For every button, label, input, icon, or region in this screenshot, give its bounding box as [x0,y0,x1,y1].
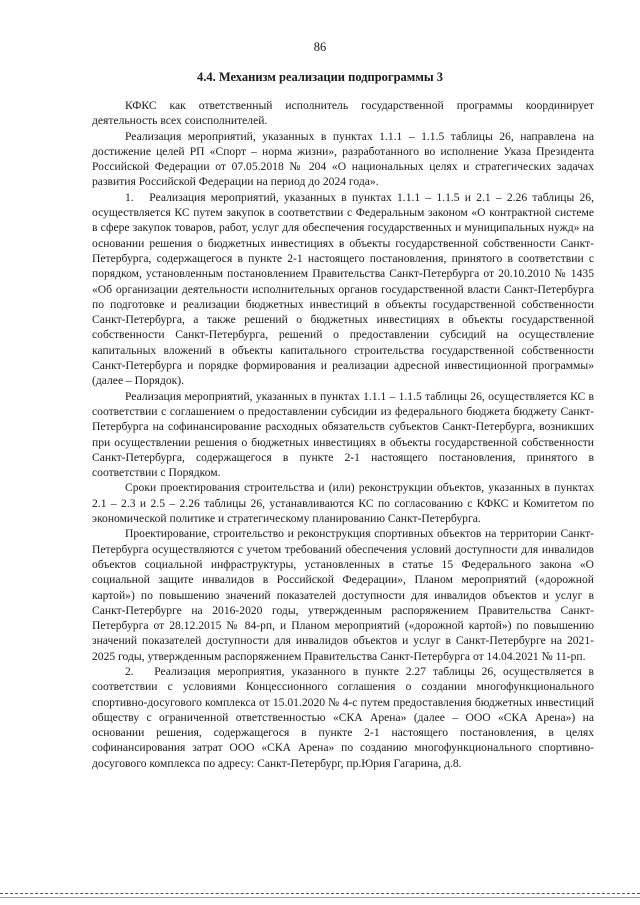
paragraph-design-deadlines: Сроки проектирования строительства и (или) реконструкции объектов, указанных в пунктах 2.1 – 2.3 и 2.5 – 2.26 таблицы 26, устанавливаются КС по согласованию с КФКС и Комитетом по экономической политике и стратегическому планированию Санкт-Петербурга. [92,481,594,526]
document-body [92,98,594,771]
paragraph-national-goals: Реализация мероприятий, указанных в пунктах 1.1.1 – 1.1.5 таблицы 26, направлена на достижение целей РП «Спорт – норма жизни», разработанного во исполнение Указа Президента Российской Федерации от 07.05.2018 № 204 «О национальных целях и стратегических задачах развития Российской Федерации на период до 2024 года». [92,129,594,189]
paragraph-accessibility: Проектирование, строительство и реконструкция спортивных объектов на территории Санкт-Петербурга осуществляются с учетом требований обеспечения условий доступности для инвалидов объектов социальной инфраструктуры, установленных в статье 15 Федерального закона «О социальной защите инвалидов в Российской Федерации», Планом мероприятий («дорожной картой») по повышению значений показателей доступности для инвалидов объектов и услуг в Санкт-Петербурге на 2016-2020 годы, утвержденным распоряжением Правительства Санкт-Петербурга от 28.12.2015 № 84-рп, и Планом мероприятий («дорожной картой») по повышению значений показателей доступности для инвалидов объектов и услуг в Санкт-Петербурге на 2021-2025 годы, утвержденным распоряжением Правительства Санкт-Петербурга от 14.04.2021 № 11-рп. [92,527,594,663]
page-number: 86 [313,40,327,54]
paragraph-item-1: 1. Реализация мероприятий, указанных в пунктах 1.1.1 – 1.1.5 и 2.1 – 2.26 таблицы 26, осуществляется КС путем закупок в соответствии с Федеральным законом «О контрактной системе в сфере закупок товаров, работ, услуг для обеспечения государственных и муниципальных нужд» на основании решения о бюджетных инвестициях в объекты государственной собственности Санкт-Петербурга, содержащегося в пункте 2-1 настоящего постановления, принятого в соответствии с порядком, установленным постановлением Правительства Санкт-Петербурга от 20.10.2010 № 1435 «Об организации деятельности исполнительных органов государственной власти Санкт-Петербурга по подготовке и реализации бюджетных инвестиций в объекты государственной собственности Санкт-Петербурга, а также решений о бюджетных инвестициях в объекты государственной собственности Санкт-Петербурга, решений о предоставлении субсидий на осуществление капитальных вложений в объекты капитального строительства государственной собственности Санкт-Петербурга и порядке формирования и реализации адресной инвестиционной программы» (далее – Порядок). [92,190,594,388]
paragraph-item-2: 2. Реализация мероприятия, указанного в пункте 2.27 таблицы 26, осуществляется в соответствии с условиями Концессионного соглашения о создании многофункционального спортивно-досугового комплекса от 15.01.2020 № 4-с путем предоставления бюджетных инвестиций обществу с ограниченной ответственностью «СКА Арена» (далее – ООО «СКА Арена») на основании решения, содержащегося в пункте 2-1 настоящего постановления, в целях софинансирования затрат ООО «СКА Арена» по созданию многофункционального спортивно-досугового комплекса по адресу: Санкт-Петербург, пр.Юрия Гагарина, д.8. [92,664,594,770]
scan-footer-rule [0,893,640,898]
paragraph-coordination: КФКС как ответственный исполнитель государственной программы координирует деятельность всех соисполнителей. [92,99,594,128]
section-title: 4.4. Механизм реализации подпрограммы 3 [197,70,443,84]
paragraph-federal-subsidy: Реализация мероприятий, указанных в пунктах 1.1.1 – 1.1.5 таблицы 26, осуществляется КС в соответствии с соглашением о предоставлении субсидии из федерального бюджета бюджету Санкт-Петербурга на софинансирование расходных обязательств субъектов Санкт-Петербурга, возникших при осуществлении решения о бюджетных инвестициях в объекты государственной собственности Санкт-Петербурга, содержащегося в пункте 2-1 настоящего постановления, принятого в соответствии с Порядком. [92,389,594,480]
